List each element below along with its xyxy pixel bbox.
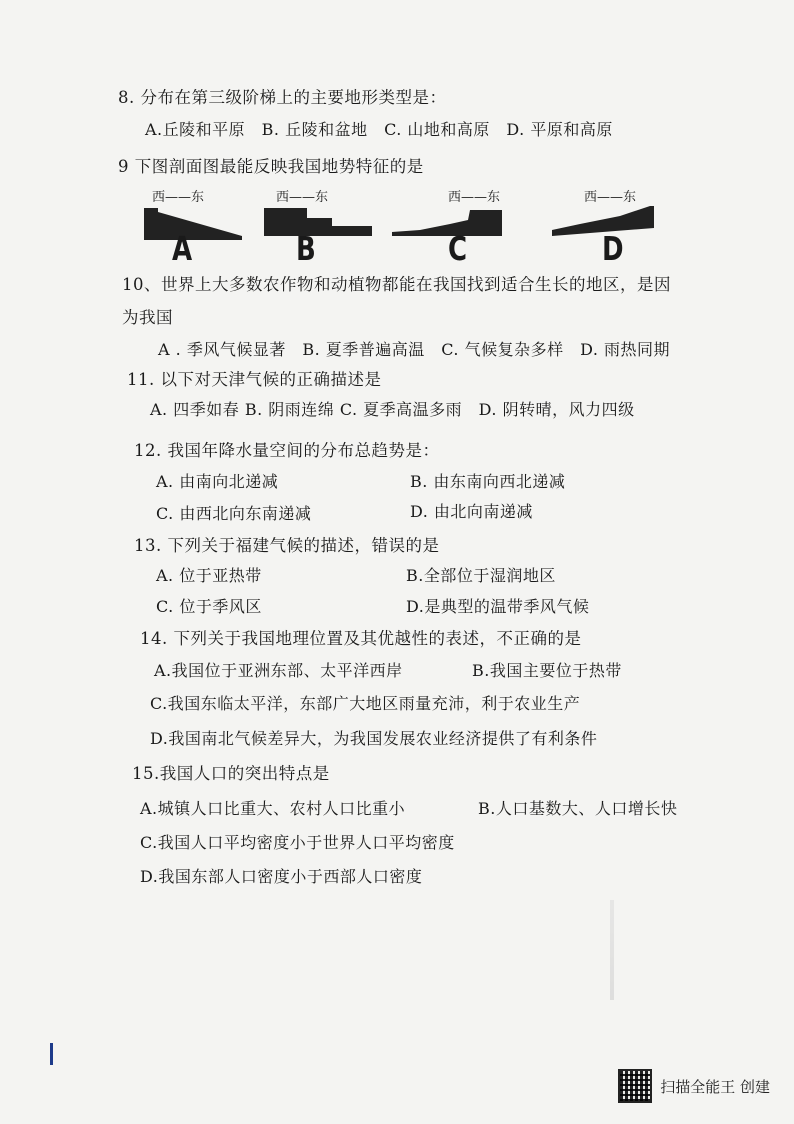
q12-option-b: B. 由东南向西北递减 (410, 472, 566, 491)
q8-stem: 8. 分布在第三级阶梯上的主要地形类型是： (118, 88, 447, 107)
q13-stem: 13. 下列关于福建气候的描述，错误的是 (134, 536, 440, 555)
q9-profile-diagrams (140, 180, 670, 269)
profile-c (390, 180, 508, 269)
margin-mark (50, 1043, 53, 1065)
profile-c-letter: C (448, 231, 468, 269)
profile-a (142, 180, 260, 269)
q14-option-b: B.我国主要位于热带 (472, 661, 622, 680)
q14-option-c: C.我国东临太平洋，东部广大地区雨量充沛，利于农业生产 (150, 694, 581, 713)
q14-stem: 14. 下列关于我国地理位置及其优越性的表述，不正确的是 (140, 629, 582, 648)
q13-option-a: A. 位于亚热带 (156, 566, 262, 585)
q12-option-c: C. 由西北向东南递减 (156, 504, 312, 523)
q8-options: A.丘陵和平原 B. 丘陵和盆地 C. 山地和高原 D. 平原和高原 (145, 120, 613, 139)
q15-stem: 15.我国人口的突出特点是 (132, 764, 330, 783)
q15-option-a: A.城镇人口比重大、农村人口比重小 (140, 799, 406, 818)
q13-option-c: C. 位于季风区 (156, 597, 262, 616)
profile-a-label: 西——东 (152, 190, 205, 205)
profile-d (550, 180, 668, 269)
q14-option-d: D.我国南北气候差异大，为我国发展农业经济提供了有利条件 (150, 729, 598, 748)
q10-options: A . 季风气候显著 B. 夏季普遍高温 C. 气候复杂多样 D. 雨热同期 (158, 340, 671, 359)
q9-stem: 9 下图剖面图最能反映我国地势特征的是 (118, 157, 424, 176)
q14-option-a: A.我国位于亚洲东部、太平洋西岸 (154, 661, 403, 680)
q11-stem: 11. 以下对天津气候的正确描述是 (127, 370, 382, 389)
q10-stem-line2: 为我国 (122, 308, 173, 327)
q13-option-b: B.全部位于湿润地区 (406, 566, 556, 585)
profile-b-letter: B (296, 231, 316, 269)
profile-b-label: 西——东 (276, 190, 329, 205)
profile-b (262, 180, 380, 269)
scanner-watermark (618, 1068, 770, 1104)
watermark-text: 扫描全能王 创建 (660, 1077, 770, 1096)
q10-stem-line1: 10、世界上大多数农作物和动植物都能在我国找到适合生长的地区，是因 (122, 275, 671, 294)
q11-options: A. 四季如春 B. 阴雨连绵 C. 夏季高温多雨 D. 阴转晴，风力四级 (150, 400, 635, 419)
q15-option-b: B.人口基数大、人口增长快 (478, 799, 678, 818)
scan-artifact (610, 900, 614, 1000)
q12-stem: 12. 我国年降水量空间的分布总趋势是： (134, 441, 440, 460)
profile-a-letter: A (172, 231, 193, 269)
profile-a-shape (142, 180, 260, 265)
profile-b-shape (262, 180, 380, 265)
q15-option-d: D.我国东部人口密度小于西部人口密度 (140, 867, 423, 886)
profile-d-letter: D (602, 231, 624, 269)
qr-code-icon (618, 1069, 652, 1103)
profile-d-label: 西——东 (584, 190, 637, 205)
q15-option-c: C.我国人口平均密度小于世界人口平均密度 (140, 833, 455, 852)
profile-c-label: 西——东 (448, 190, 501, 205)
q13-option-d: D.是典型的温带季风气候 (406, 597, 590, 616)
q12-option-a: A. 由南向北递减 (156, 472, 279, 491)
q12-option-d: D. 由北向南递减 (410, 502, 533, 521)
